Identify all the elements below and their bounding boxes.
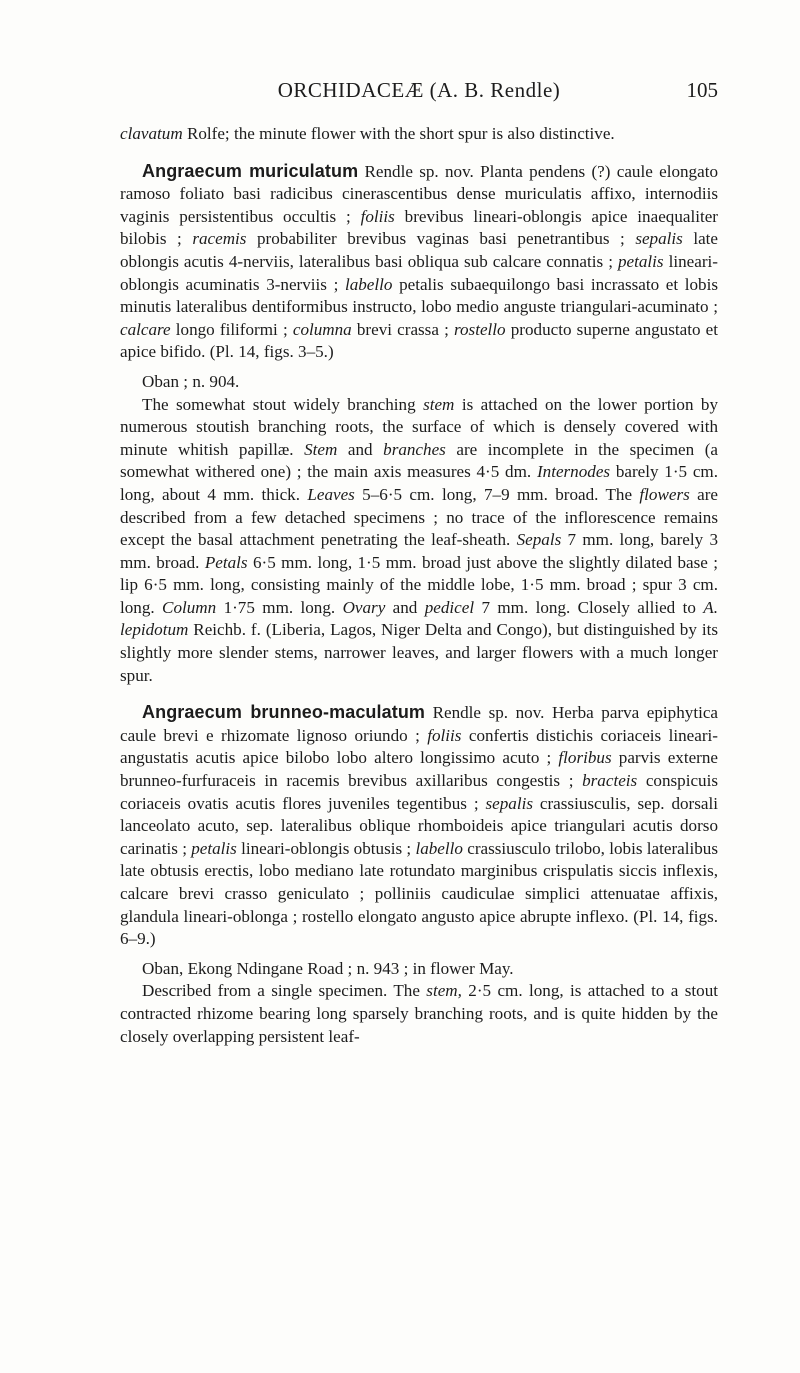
- term: labello: [344, 274, 393, 294]
- text-run: petalis subaequilongo basi incrassato et lobis minutis lateralibus dentiformibus instructo, lobo medio anguste triangulari-acuminato ;: [120, 274, 718, 317]
- term: pedicel: [424, 597, 475, 617]
- term: Internodes: [536, 462, 611, 482]
- page-number: 105: [686, 78, 718, 102]
- text-run: is attached on the lower portion by numerous stoutish branching roots, the surface of which is densely covered with minute whitish papillæ.: [120, 394, 718, 459]
- body-text: [120, 123, 718, 1048]
- text-run: 5–6·5 cm. long, 7–9 mm. broad. The: [354, 484, 640, 504]
- text-run: late oblongis acutis 4-nerviis, lateralibus basi obliqua sub calcare connatis ;: [120, 229, 718, 271]
- term: flowers: [639, 484, 690, 504]
- text-run: lineari-oblongis acuminatis 3-nerviis ;: [120, 251, 718, 294]
- term: floribus: [558, 748, 612, 768]
- term: foliis: [360, 206, 395, 226]
- term: sepalis: [485, 793, 533, 813]
- text-run: lineari-oblongis obtusis ;: [236, 838, 416, 858]
- term: columna: [292, 319, 352, 339]
- term: petalis: [191, 838, 237, 858]
- term: rostello: [453, 319, 506, 339]
- term: Leaves: [307, 484, 355, 504]
- term: branches: [383, 439, 446, 459]
- text-run: crassiusculis, sep. dorsali lanceolato acuto, sep. lateralibus oblique rhomboideis apice triangulari acutis dorso carinatis ;: [120, 793, 718, 858]
- text-run: and: [337, 439, 384, 459]
- term: Ovary: [342, 597, 386, 617]
- term: stem: [423, 394, 455, 414]
- text-run: Described from a single specimen. The: [142, 981, 427, 1001]
- term: petalis: [618, 251, 664, 271]
- species-description-muriculatum: [120, 160, 718, 364]
- species-name: Angraecum brunneo-maculatum: [142, 702, 426, 723]
- term: foliis: [427, 725, 462, 745]
- running-header: [120, 78, 718, 108]
- continued-paragraph: [120, 123, 718, 146]
- term: Stem: [304, 439, 338, 459]
- term: A. lepidotum: [120, 597, 718, 640]
- running-title: ORCHIDACEÆ (A. B. Rendle): [277, 78, 561, 102]
- species-name: Angraecum muriculatum: [142, 160, 359, 181]
- text-run: confertis distichis coriaceis lineari-angustatis acutis apice bilobo lobo altero longissimo acuto ;: [120, 725, 718, 768]
- text-run: 6·5 mm. long, 1·5 mm. broad just above the slightly dilated base ; lip 6·5 mm. long, consisting mainly of the middle lobe, 1·5 mm. broad ; spur 3 cm. long.: [120, 552, 718, 617]
- term: Petals: [204, 552, 248, 572]
- text-run: Reichb. f. (Liberia, Lagos, Niger Delta and Congo), but distinguished by its slightly more slender stems, narrower leaves, and larger flowers with a much longer spur.: [120, 620, 718, 685]
- text-run: conspicuis coriaceis ovatis acutis flores juveniles tegentibus ;: [120, 771, 718, 813]
- text-run: The somewhat stout widely branching: [142, 394, 424, 414]
- species-notes-brunneo-maculatum: [120, 980, 718, 1048]
- text-run: are incomplete in the specimen (a somewhat withered one) ; the main axis measures 4·5 dm.: [120, 439, 718, 482]
- term: labello: [415, 838, 463, 858]
- text-run: 7 mm. long, barely 3 mm. broad.: [120, 530, 719, 572]
- term: sepalis: [635, 229, 683, 249]
- text-run: Rendle sp. nov. Herba parva epiphytica caule brevi e rhizomate lignoso oriundo ;: [120, 703, 718, 745]
- text-run: Rendle sp. nov. Planta pendens (?) caule elongato ramoso foliato basi radicibus cinerascentibus dense muriculatis affixo, internodiis vaginis persistentibus occultis ;: [120, 161, 718, 226]
- text-run: parvis externe brunneo-furfuraceis in racemis brevibus axillaribus congestis ;: [120, 748, 718, 791]
- text-run: 1·75 mm. long.: [216, 597, 343, 617]
- species-epithet: clavatum: [120, 124, 183, 143]
- species-description-brunneo-maculatum: [120, 701, 718, 951]
- text-run: crassiusculo trilobo, lobis lateralibus late obtusis erectis, lobo mediano late rotundato marginibus crispulatis siccis inflexis, calcare brevi crasso geniculato ; polliniis caudiculae simplici attenuatae affixis, glandula lineari-oblonga ; rostello elongato angusto apice abrupte inflexo. (Pl. 14, figs. 6–9.): [120, 838, 718, 949]
- specimen-locality: Oban ; n. 904.: [142, 371, 240, 391]
- species-notes-muriculatum: [120, 394, 718, 688]
- text-run: 2·5 cm. long, is attached to a stout contracted rhizome bearing long sparsely branching roots, and is quite hidden by the closely overlapping persistent leaf-: [120, 981, 718, 1046]
- term: bracteis: [582, 771, 638, 791]
- text-run: 7 mm. long. Closely allied to: [474, 597, 704, 617]
- text-run: and: [385, 597, 425, 617]
- text-run: are described from a few detached specimens ; no trace of the inflorescence remains except the basal attachment penetrating the leaf-sheath.: [120, 484, 718, 550]
- specimen-locality: Oban, Ekong Ndingane Road ; n. 943 ; in flower May.: [142, 958, 514, 978]
- text-run: probabiliter brevibus vaginas basi penetrantibus ;: [246, 229, 636, 249]
- text-run: brevi crassa ;: [351, 319, 454, 339]
- text-run: barely 1·5 cm. long, about 4 mm. thick.: [120, 462, 718, 504]
- text-run: brevibus lineari-oblongis apice inaequaliter bilobis ;: [120, 206, 718, 249]
- text-run: longo filiformi ;: [170, 319, 293, 339]
- term: calcare: [120, 319, 171, 339]
- term: stem,: [426, 981, 462, 1001]
- text-run: Rolfe; the minute flower with the short spur is also distinctive.: [182, 124, 615, 143]
- text-run: producto superne angustato et apice bifido. (Pl. 14, figs. 3–5.): [120, 319, 718, 362]
- term: racemis: [192, 229, 247, 249]
- term: Sepals: [516, 530, 562, 550]
- term: Column: [162, 597, 217, 617]
